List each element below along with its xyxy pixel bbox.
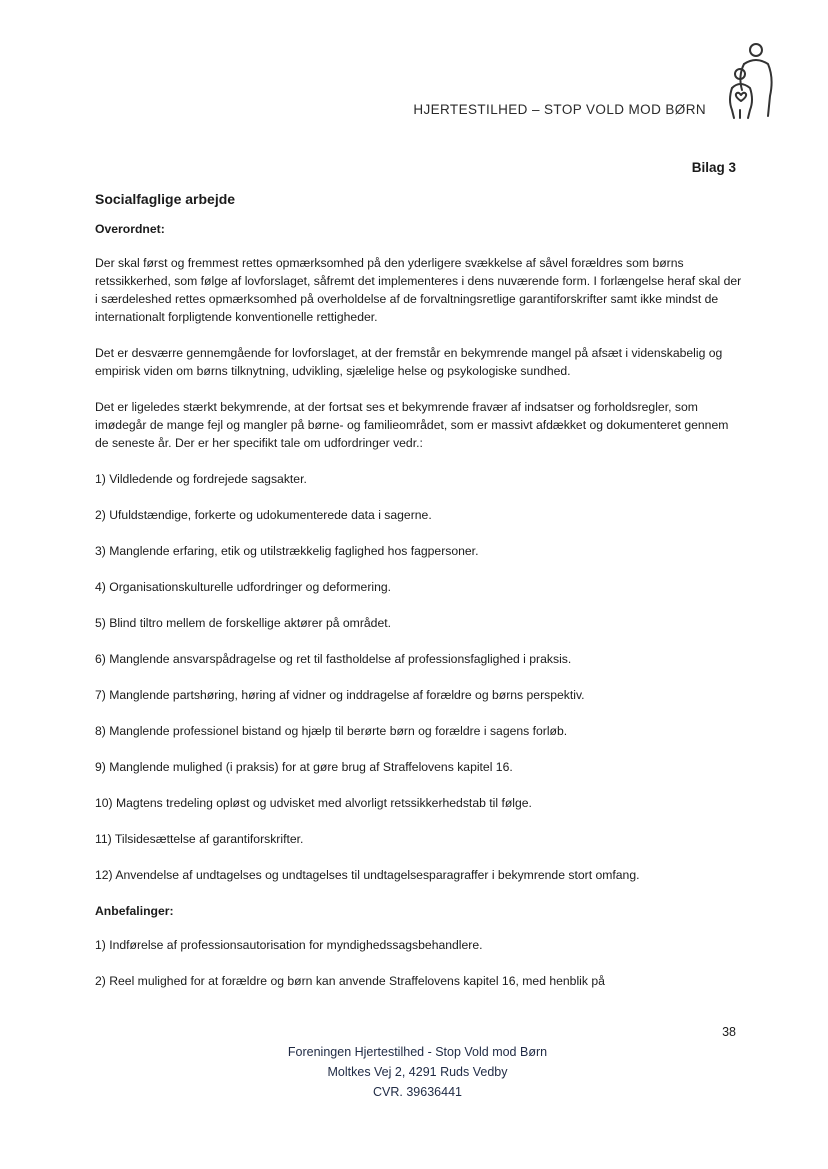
list-item: 12) Anvendelse af undtagelses og undtagelses til undtagelsesparagraffer i bekymrende stort omfang. <box>95 868 640 882</box>
footer-address: Moltkes Vej 2, 4291 Ruds Vedby <box>327 1065 508 1079</box>
list-item: 1) Vildledende og fordrejede sagsakter. <box>95 472 307 486</box>
list-item: 9) Manglende mulighed (i praksis) for at gøre brug af Straffelovens kapitel 16. <box>95 760 513 774</box>
recommendations-list <box>95 936 745 990</box>
overview-paragraph-1: Der skal først og fremmest rettes opmærksomhed på den yderligere svækkelse af såvel forældres som børns retssikkerhed, som følge af lovforslaget, såfremt det implementeres i dens nuværende form. I forlængelse heraf skal der i særdeleshed rettes opmærksomhed på overholdelse af de forvaltningsretlige garantiforskrifter samt ikke mindst de internationalt forpligtende konventionelle rettigheder. <box>95 256 742 324</box>
list-item: 6) Manglende ansvarspådragelse og ret til fastholdelse af professionsfaglighed i praksis. <box>95 652 572 666</box>
list-item: 10) Magtens tredeling opløst og udvisket med alvorligt retssikkerhedstab til følge. <box>95 796 532 810</box>
list-item: 5) Blind tiltro mellem de forskellige aktører på området. <box>95 616 391 630</box>
overview-paragraph-2: Det er desværre gennemgående for lovforslaget, at der fremstår en bekymrende mangel på afsæt i videnskabelig og empirisk viden om børns tilknytning, udvikling, sjælelige helse og psykologiske sundhed. <box>95 346 723 378</box>
list-item: 4) Organisationskulturelle udfordringer og deformering. <box>95 580 392 594</box>
footer-cvr: CVR. 39636441 <box>373 1085 462 1099</box>
header-title: HJERTESTILHED – STOP VOLD MOD BØRN <box>413 102 706 117</box>
page-number: 38 <box>722 1025 736 1039</box>
section-title: Socialfaglige arbejde <box>95 191 236 207</box>
recommendations-heading: Anbefalinger: <box>95 904 174 918</box>
list-item: 8) Manglende professionel bistand og hjælp til berørte børn og forældre i sagens forløb. <box>95 724 568 738</box>
appendix-label: Bilag 3 <box>691 160 736 175</box>
footer <box>0 1042 828 1102</box>
list-item: 1) Indførelse af professionsautorisation for myndighedssagsbehandlere. <box>95 938 483 952</box>
list-item: 11) Tilsidesættelse af garantiforskrifter. <box>95 832 304 846</box>
list-item: 3) Manglende erfaring, etik og utilstrækkelig faglighed hos fagpersoner. <box>95 544 479 558</box>
overview-paragraph-3: Det er ligeledes stærkt bekymrende, at der fortsat ses et bekymrende fravær af indsatser og forholdsregler, som imødegår de mange fejl og mangler på børne- og familieområdet, som er massivt afdækket og dokumenteret gennem de seneste år. Der er her specifikt tale om udfordringer vedr.: <box>95 400 729 450</box>
document-body <box>95 190 745 1008</box>
challenges-list <box>95 470 745 884</box>
family-heart-icon <box>722 40 778 124</box>
list-item: 7) Manglende partshøring, høring af vidner og inddragelse af forældre og børns perspektiv. <box>95 688 585 702</box>
overview-heading: Overordnet: <box>95 222 165 236</box>
footer-organization: Foreningen Hjertestilhed - Stop Vold mod Børn <box>287 1045 548 1059</box>
list-item: 2) Ufuldstændige, forkerte og udokumenterede data i sagerne. <box>95 508 432 522</box>
list-item: 2) Reel mulighed for at forældre og børn kan anvende Straffelovens kapitel 16, med henblik på <box>95 974 605 988</box>
